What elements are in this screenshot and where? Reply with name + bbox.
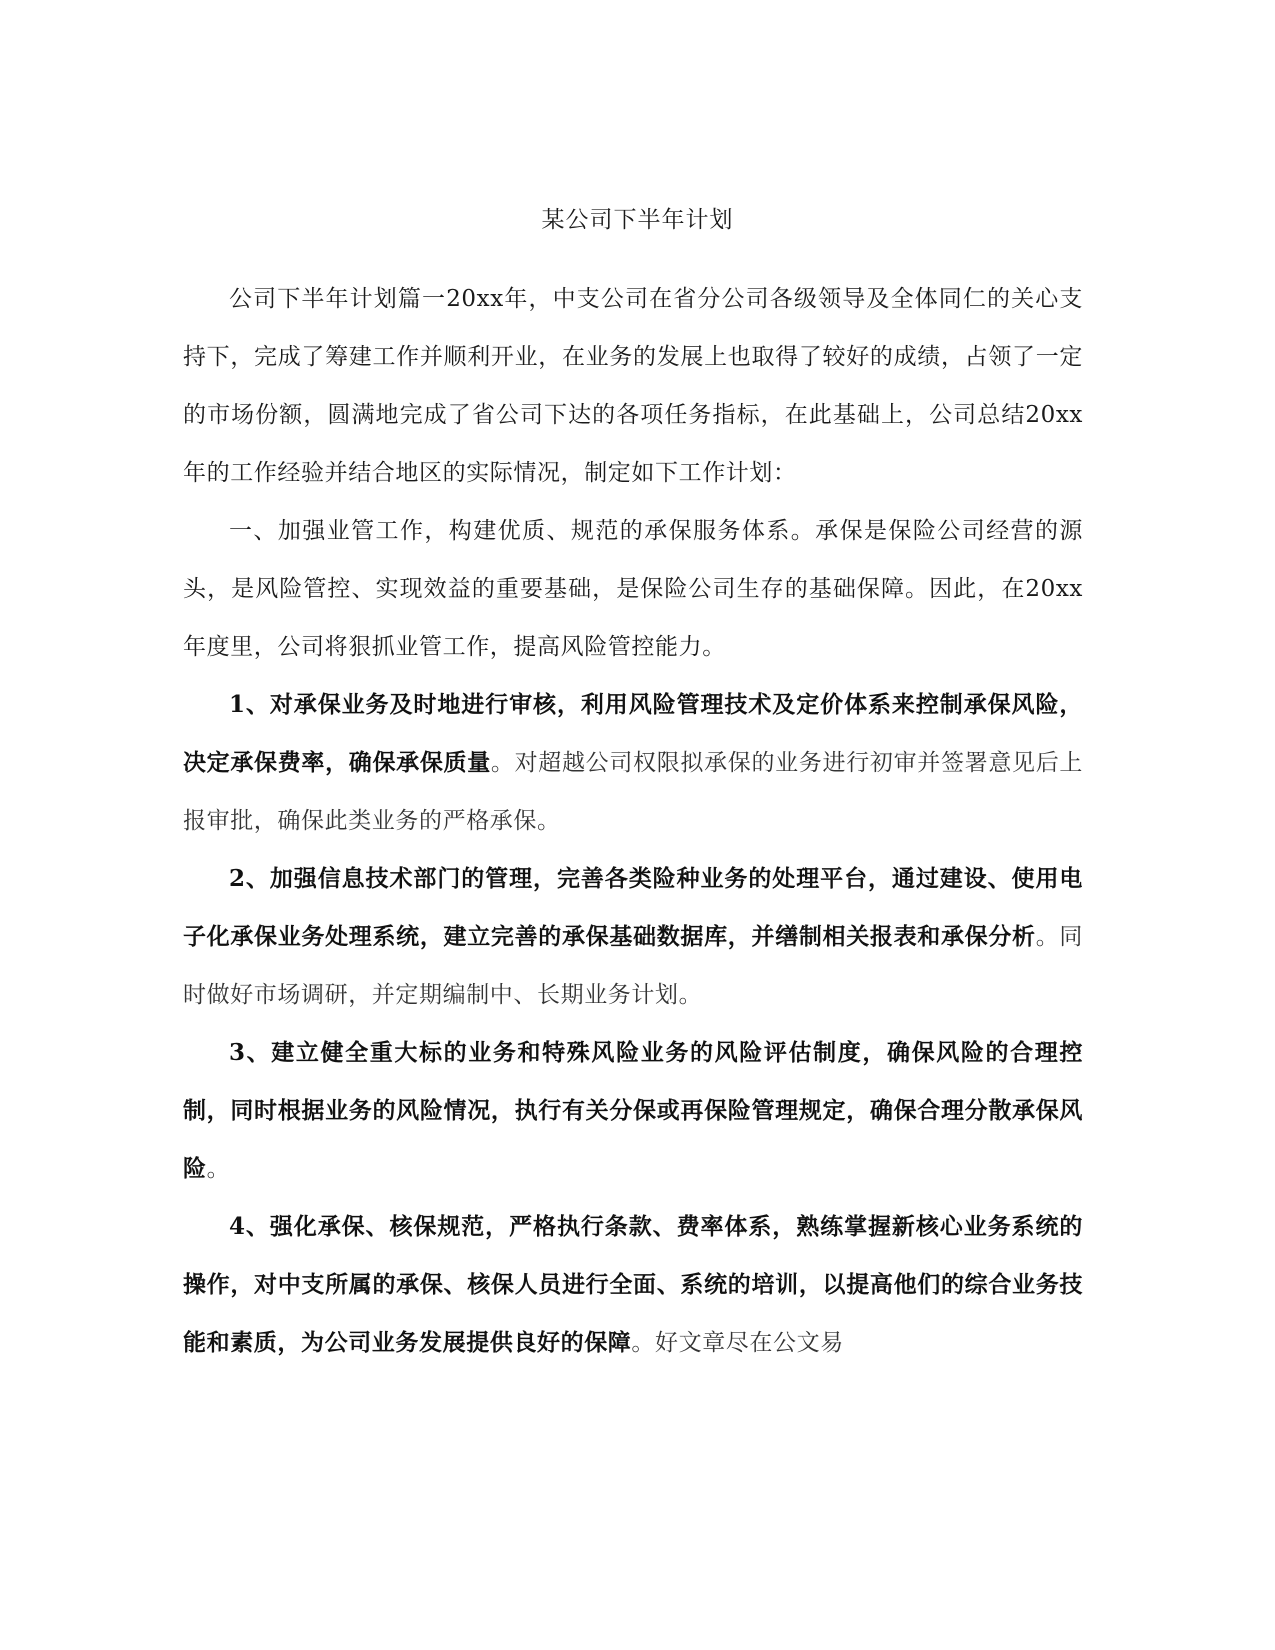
document-body [183,270,1083,1372]
item-2-heading: 2、加强信息技术部门的管理，完善各类险种业务的处理平台，通过建设、使用电子化承保业务处理系统，建立完善的承保基础数据库，并缮制相关报表和承保分析 [183,865,1083,950]
item-1-detail: 。对超越公司权限拟承保的业务进行初审并签署意见后上报审批，确保此类业务的严格承保。 [183,750,1083,834]
intro-paragraph: 公司下半年计划篇一20xx年，中支公司在省分公司各级领导及全体同仁的关心支持下，完成了筹建工作并顺利开业，在业务的发展上也取得了较好的成绩，占领了一定的市场份额，圆满地完成了省公司下达的各项任务指标，在此基础上，公司总结20xx年的工作经验并结合地区的实际情况，制定如下工作计划： [183,286,1083,486]
item-2-paragraph [183,850,1083,1024]
item-4-detail: 。好文章尽在公文易 [631,1330,844,1356]
item-1-paragraph [183,676,1083,850]
item-4-paragraph [183,1198,1083,1372]
item-3-detail: 。 [206,1156,231,1182]
item-1-heading: 1、对承保业务及时地进行审核，利用风险管理技术及定价体系来控制承保风险，决定承保费率，确保承保质量 [183,691,1083,776]
item-4-heading: 4、强化承保、核保规范，严格执行条款、费率体系，熟练掌握新核心业务系统的操作，对中支所属的承保、核保人员进行全面、系统的培训，以提高他们的综合业务技能和素质，为公司业务发展提供良好的保障 [183,1213,1083,1356]
section-one-paragraph: 一、加强业管工作，构建优质、规范的承保服务体系。承保是保险公司经营的源头，是风险管控、实现效益的重要基础，是保险公司生存的基础保障。因此，在20xx年度里，公司将狠抓业管工作，提高风险管控能力。 [183,518,1083,660]
document-title: 某公司下半年计划 [541,207,734,233]
item-3-heading: 3、建立健全重大标的业务和特殊风险业务的风险评估制度，确保风险的合理控制，同时根据业务的风险情况，执行有关分保或再保险管理规定，确保合理分散承保风险 [183,1039,1083,1182]
item-3-paragraph [183,1024,1083,1198]
item-2-detail: 。同时做好市场调研，并定期编制中、长期业务计划。 [183,924,1083,1008]
